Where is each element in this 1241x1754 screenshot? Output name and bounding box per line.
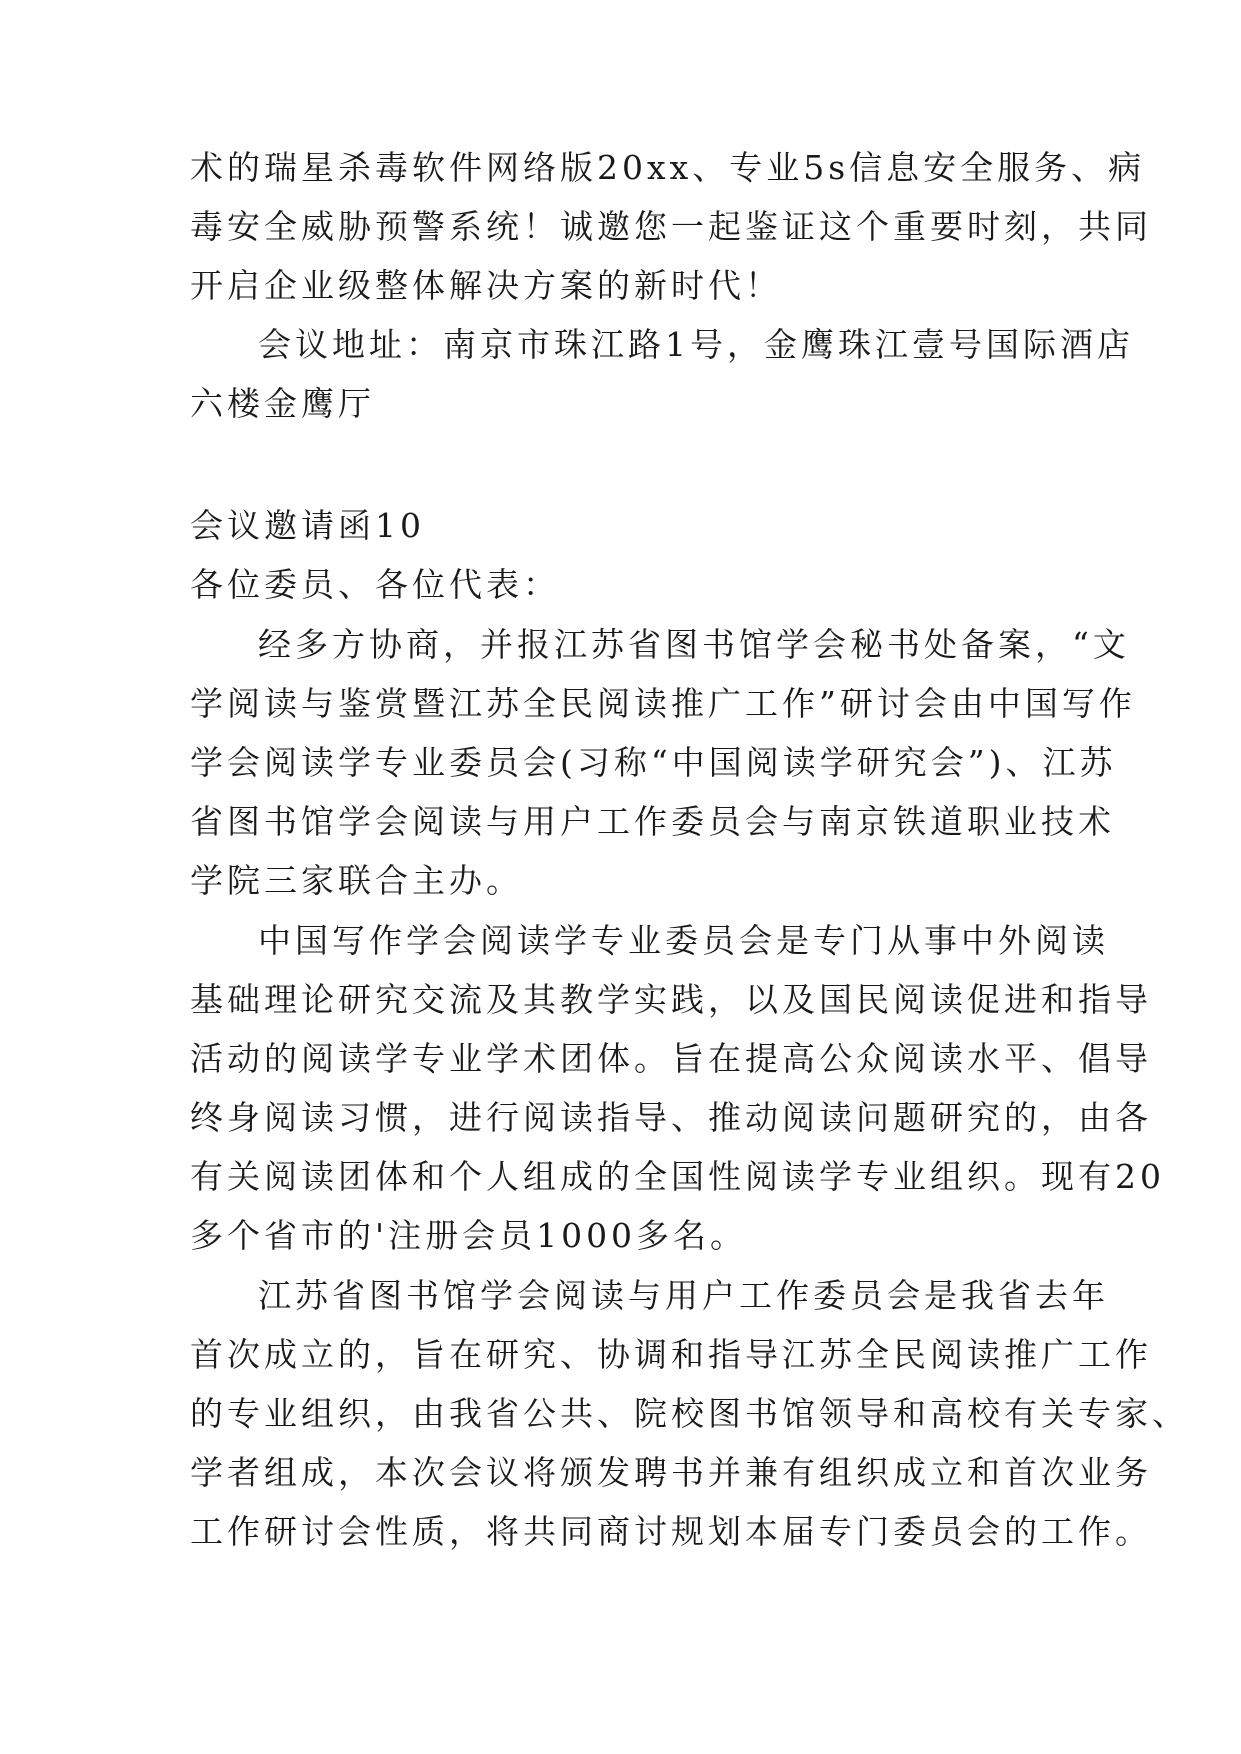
paragraph3-line-2: 首次成立的，旨在研究、协调和指导江苏全民阅读推广工作: [190, 1335, 1152, 1374]
paragraph3-line-5: 工作研讨会性质，将共同商讨规划本届专门委员会的工作。: [190, 1512, 1152, 1551]
intro-line-3: 开启企业级整体解决方案的新时代！: [190, 266, 782, 305]
paragraph2-line-6: 多个省市的'注册会员1000多名。: [190, 1216, 748, 1255]
paragraph2-line-5: 有关阅读团体和个人组成的全国性阅读学专业组织。现有20: [190, 1157, 1165, 1196]
salutation: 各位委员、各位代表：: [190, 565, 560, 604]
paragraph2-line-1: 中国写作学会阅读学专业委员会是专门从事中外阅读: [258, 921, 1109, 960]
intro-line-1: 术的瑞星杀毒软件网络版20xx、专业5s信息安全服务、病: [190, 148, 1146, 187]
paragraph3-line-3: 的专业组织，由我省公共、院校图书馆领导和高校有关专家、: [190, 1394, 1189, 1433]
paragraph2-line-3: 活动的阅读学专业学术团体。旨在提高公众阅读水平、倡导: [190, 1039, 1152, 1078]
paragraph1-line-2: 学阅读与鉴赏暨江苏全民阅读推广工作”研讨会由中国写作: [190, 684, 1136, 723]
paragraph1-line-4: 省图书馆学会阅读与用户工作委员会与南京铁道职业技术: [190, 802, 1115, 841]
paragraph2-line-4: 终身阅读习惯，进行阅读指导、推动阅读问题研究的，由各: [190, 1098, 1152, 1137]
paragraph3-line-1: 江苏省图书馆学会阅读与用户工作委员会是我省去年: [258, 1276, 1109, 1315]
paragraph3-line-4: 学者组成，本次会议将颁发聘书并兼有组织成立和首次业务: [190, 1453, 1152, 1492]
section-title: 会议邀请函10: [190, 506, 425, 545]
intro-line-2: 毒安全威胁预警系统！诚邀您一起鉴证这个重要时刻，共同: [190, 207, 1152, 246]
address-line-1: 会议地址：南京市珠江路1号，金鹰珠江壹号国际酒店: [258, 325, 1134, 364]
paragraph1-line-5: 学院三家联合主办。: [190, 861, 523, 900]
paragraph1-line-1: 经多方协商，并报江苏省图书馆学会秘书处备案，“文: [258, 625, 1130, 664]
paragraph2-line-2: 基础理论研究交流及其教学实践，以及国民阅读促进和指导: [190, 980, 1152, 1019]
address-line-2: 六楼金鹰厅: [190, 384, 375, 423]
paragraph1-line-3: 学会阅读学专业委员会(习称“中国阅读学研究会”)、江苏: [190, 743, 1117, 782]
